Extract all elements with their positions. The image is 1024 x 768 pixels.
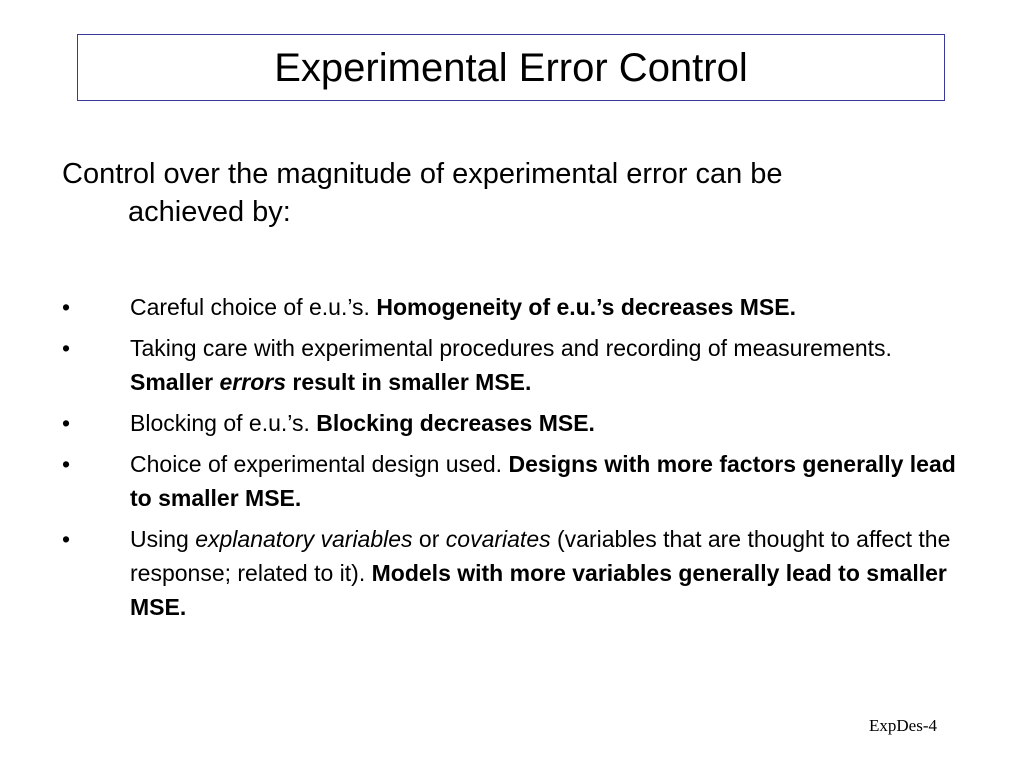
bullet-text: (variables that are thought to affect the response; related to it). — [130, 526, 951, 586]
bullet-emphasis: Homogeneity of e.u.’s decreases MSE. — [376, 294, 796, 320]
bullet-text: Choice of experimental design used. — [130, 451, 509, 477]
slide-footer: ExpDes-4 — [869, 716, 937, 735]
bullet-italic: explanatory variables — [195, 526, 413, 552]
bullet-emphasis: result in smaller MSE. — [285, 369, 532, 395]
bullet-text: Taking care with experimental procedures and recording of measurements. — [130, 335, 892, 361]
bullet-marker: • — [62, 294, 71, 320]
bullet-item-4 — [62, 447, 962, 515]
bullet-emphasis: Models with more variables generally lead to smaller MSE. — [130, 560, 947, 620]
intro-line-2: achieved by: — [128, 196, 291, 228]
bullet-emphasis: Blocking decreases MSE. — [316, 410, 595, 436]
title-box — [77, 34, 945, 101]
slide-title: Experimental Error Control — [274, 45, 748, 90]
bullet-item-2 — [62, 331, 962, 399]
bullet-item-3 — [62, 406, 962, 440]
bullet-emphasis: Designs with more factors generally lead to smaller MSE. — [130, 451, 956, 511]
bullet-text: Using — [130, 526, 196, 552]
bullet-marker: • — [62, 451, 71, 477]
bullet-emphasis: Smaller — [130, 369, 220, 395]
bullet-text: Careful choice of e.u.’s. — [130, 294, 377, 320]
intro-paragraph — [62, 155, 962, 231]
bullet-emphasis-italic: errors — [219, 369, 286, 395]
bullet-list — [62, 290, 962, 631]
bullet-marker: • — [62, 410, 71, 436]
bullet-text: Blocking of e.u.’s. — [130, 410, 317, 436]
bullet-item-5 — [62, 522, 962, 624]
intro-line-1: Control over the magnitude of experimental error can be — [62, 158, 783, 190]
bullet-italic: covariates — [445, 526, 551, 552]
bullet-marker: • — [62, 335, 71, 361]
bullet-item-1 — [62, 290, 962, 324]
bullet-marker: • — [62, 526, 71, 552]
bullet-text: or — [412, 526, 446, 552]
